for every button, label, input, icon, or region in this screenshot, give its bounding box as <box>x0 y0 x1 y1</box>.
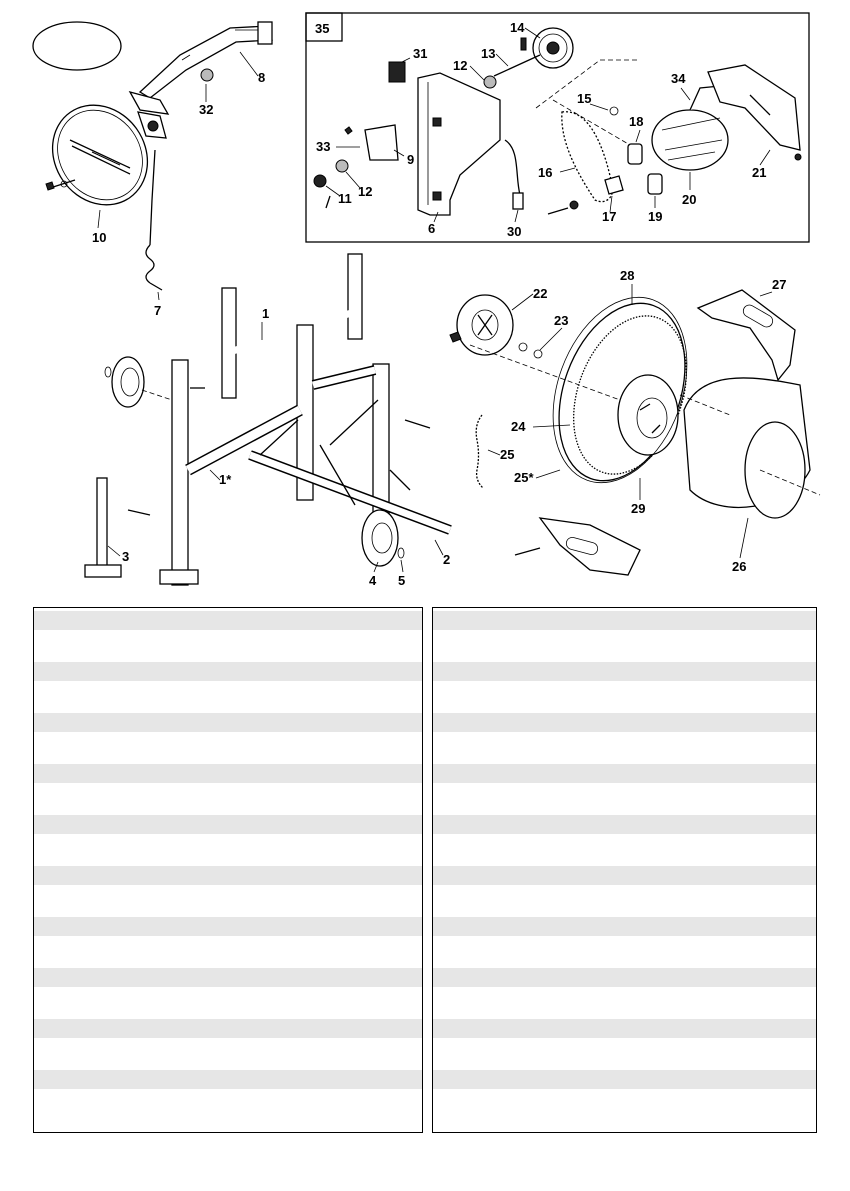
label-12-a: 12 <box>358 184 373 199</box>
label-3: 3 <box>122 549 130 564</box>
label-1: 1 <box>262 306 270 321</box>
label-4: 4 <box>369 573 377 588</box>
model-oval-badge <box>33 22 121 70</box>
table-row <box>34 764 422 783</box>
label-26: 26 <box>732 559 747 574</box>
label-16: 16 <box>538 165 553 180</box>
table-row <box>433 611 816 630</box>
label-19: 19 <box>648 209 663 224</box>
inset-number: 35 <box>315 21 330 36</box>
table-row <box>34 815 422 834</box>
label-34: 34 <box>671 71 686 86</box>
label-32: 32 <box>199 102 214 117</box>
label-31: 31 <box>413 46 428 61</box>
table-row <box>433 662 816 681</box>
table-row <box>34 968 422 987</box>
label-21: 21 <box>752 165 767 180</box>
label-25-star: 25* <box>514 470 534 485</box>
table-row <box>34 1070 422 1089</box>
label-22: 22 <box>533 286 548 301</box>
label-28: 28 <box>620 268 635 283</box>
label-1-star: 1* <box>219 472 232 487</box>
parts-table-right <box>432 607 817 1133</box>
label-20: 20 <box>682 192 697 207</box>
label-14: 14 <box>510 20 525 35</box>
table-row <box>34 713 422 732</box>
table-row <box>433 866 816 885</box>
parts-table-left <box>33 607 423 1133</box>
label-7: 7 <box>154 303 162 318</box>
label-17: 17 <box>602 209 617 224</box>
label-15: 15 <box>577 91 592 106</box>
label-33: 33 <box>316 139 331 154</box>
label-2: 2 <box>443 552 451 567</box>
label-30: 30 <box>507 224 522 239</box>
label-11: 11 <box>338 191 352 206</box>
label-8: 8 <box>258 70 266 85</box>
table-row <box>433 1070 816 1089</box>
table-row <box>433 764 816 783</box>
gearbox-drive-assembly <box>314 28 801 215</box>
table-row <box>433 917 816 936</box>
label-9: 9 <box>407 152 415 167</box>
label-6: 6 <box>428 221 436 236</box>
label-5: 5 <box>398 573 406 588</box>
table-row <box>34 662 422 681</box>
label-23: 23 <box>554 313 569 328</box>
table-row <box>433 815 816 834</box>
table-row <box>433 713 816 732</box>
label-18: 18 <box>629 114 644 129</box>
steering-wheel-assembly <box>33 22 272 290</box>
stand-frame <box>85 254 450 585</box>
table-row <box>34 917 422 936</box>
table-row <box>34 866 422 885</box>
drum-assembly <box>450 279 820 575</box>
label-13: 13 <box>481 46 496 61</box>
table-row <box>34 1019 422 1038</box>
table-row <box>433 968 816 987</box>
label-12-b: 12 <box>453 58 468 73</box>
label-10: 10 <box>92 230 107 245</box>
label-25: 25 <box>500 447 515 462</box>
label-29: 29 <box>631 501 646 516</box>
label-24: 24 <box>511 419 526 434</box>
table-row <box>34 611 422 630</box>
label-27: 27 <box>772 277 787 292</box>
table-row <box>433 1019 816 1038</box>
